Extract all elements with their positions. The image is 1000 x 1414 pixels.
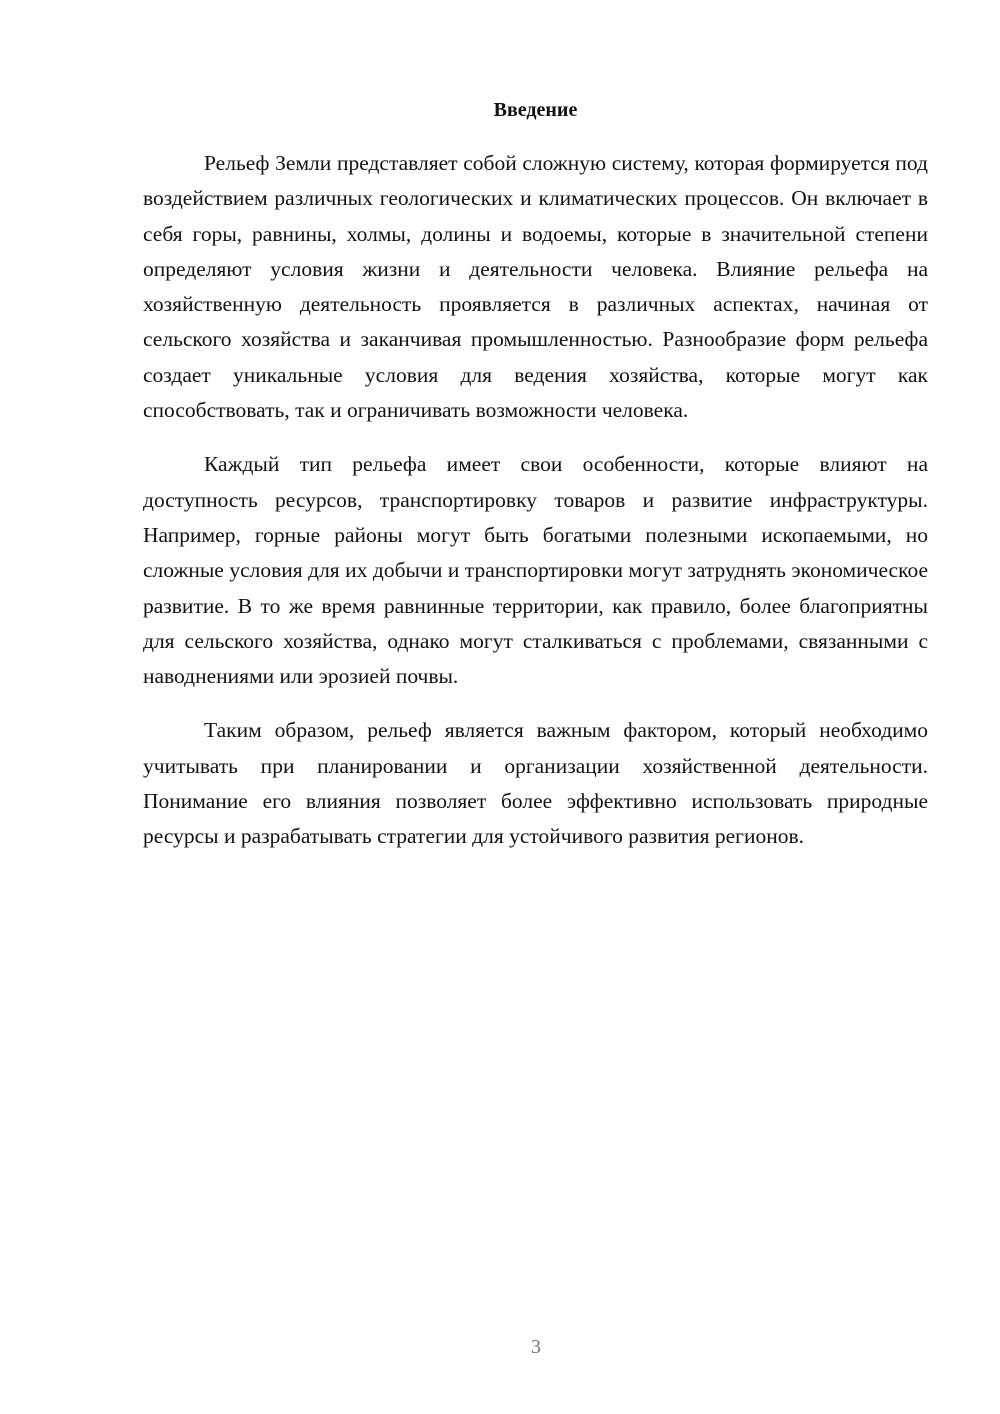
paragraph-1: Рельеф Земли представляет собой сложную систему, которая формируется под воздействием различных геологических и климатических процессов. Он включает в себя горы, равнины, холмы, долины и водоемы, которые в значительной степени определяют условия жизни и деятельности человека. Влияние рельефа на хозяйственную деятельность проявляется в различных аспектах, начиная от сельского хозяйства и заканчивая промышленностью. Разнообразие форм рельефа создает уникальные условия для ведения хозяйства, которые могут как способствовать, так и ограничивать возможности человека. xyxy=(143,151,928,423)
paragraph-3: Таким образом, рельеф является важным фактором, который необходимо учитывать при планировании и организации хозяйственной деятельности. Понимание его влияния позволяет более эффективно использовать природные ресурсы и разрабатывать стратегии для устойчивого развития регионов. xyxy=(143,718,928,849)
page-number: 3 xyxy=(531,1336,541,1358)
paragraph-2: Каждый тип рельефа имеет свои особенности, которые влияют на доступность ресурсов, транспортировку товаров и развитие инфраструктуры. Например, горные районы могут быть богатыми полезными ископаемыми, но сложные условия для их добычи и транспортировки могут затруднять экономическое развитие. В то же время равнинные территории, как правило, более благоприятны для сельского хозяйства, однако могут сталкиваться с проблемами, связанными с наводнениями или эрозией почвы. xyxy=(143,452,928,689)
page-content xyxy=(143,96,928,874)
section-title: Введение xyxy=(493,99,578,121)
